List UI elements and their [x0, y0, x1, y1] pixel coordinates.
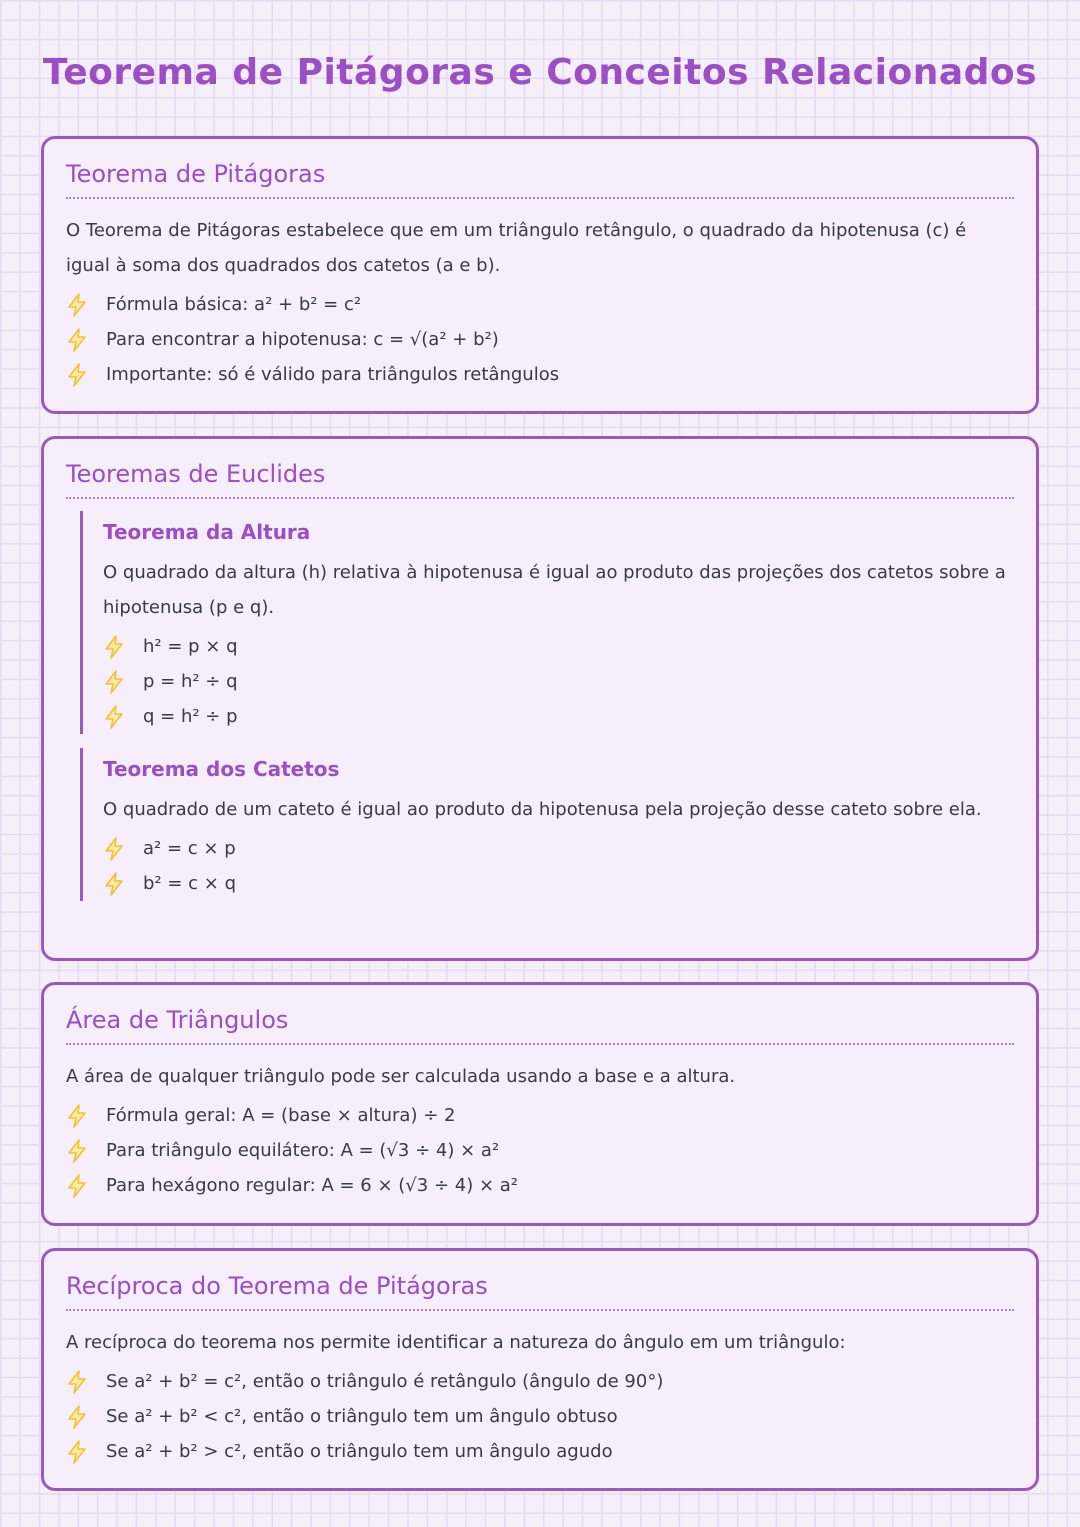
card-title: Área de Triângulos	[66, 1005, 1014, 1045]
list-item-text: a² = c × p	[143, 838, 236, 859]
bullet-list	[103, 629, 1014, 734]
subsection-text: O quadrado da altura (h) relativa à hipotenusa é igual ao produto das projeções dos catetos sobre a hipotenusa (p e q).	[103, 562, 1006, 618]
card-euclides	[41, 436, 1039, 961]
bullet-list	[66, 1364, 1014, 1469]
lightning-bolt-icon	[66, 328, 88, 352]
list-item	[103, 629, 1014, 664]
card-title: Recíproca do Teorema de Pitágoras	[66, 1271, 1014, 1311]
list-item	[66, 1098, 1014, 1133]
list-item	[66, 1133, 1014, 1168]
card-area	[41, 982, 1039, 1226]
list-item	[103, 866, 1014, 901]
list-item-text: Para encontrar a hipotenusa: c = √(a² + b²)	[106, 329, 499, 350]
lightning-bolt-icon	[103, 872, 125, 896]
lightning-bolt-icon	[66, 1174, 88, 1198]
lightning-bolt-icon	[103, 635, 125, 659]
subsection-catetos	[80, 748, 1014, 901]
list-item	[66, 1364, 1014, 1399]
lightning-bolt-icon	[66, 1440, 88, 1464]
lightning-bolt-icon	[66, 1104, 88, 1128]
list-item	[66, 287, 1014, 322]
lightning-bolt-icon	[66, 1405, 88, 1429]
list-item-text: b² = c × q	[143, 873, 237, 894]
card-reciproca	[41, 1248, 1039, 1491]
list-item-text: Fórmula geral: A = (base × altura) ÷ 2	[106, 1105, 456, 1126]
list-item-text: Para hexágono regular: A = 6 × (√3 ÷ 4) × a²	[106, 1175, 519, 1196]
list-item-text: h² = p × q	[143, 636, 238, 657]
lightning-bolt-icon	[103, 837, 125, 861]
list-item-text: Se a² + b² > c², então o triângulo tem um ângulo agudo	[106, 1441, 613, 1462]
card-title: Teorema de Pitágoras	[66, 159, 1014, 199]
card-text: O Teorema de Pitágoras estabelece que em um triângulo retângulo, o quadrado da hipotenusa (c) é igual à soma dos quadrados dos catetos (a e b).	[66, 220, 967, 276]
lightning-bolt-icon	[66, 363, 88, 387]
list-item-text: Se a² + b² = c², então o triângulo é retângulo (ângulo de 90°)	[106, 1371, 664, 1392]
list-item-text: q = h² ÷ p	[143, 706, 238, 727]
card-title: Teoremas de Euclides	[66, 459, 1014, 499]
card-pitagoras	[41, 136, 1039, 414]
list-item-text: Se a² + b² < c², então o triângulo tem um ângulo obtuso	[106, 1406, 618, 1427]
list-item-text: Para triângulo equilátero: A = (√3 ÷ 4) × a²	[106, 1140, 500, 1161]
page-title: Teorema de Pitágoras e Conceitos Relacionados	[42, 52, 1038, 93]
list-item	[103, 664, 1014, 699]
list-item	[66, 1399, 1014, 1434]
list-item	[66, 322, 1014, 357]
list-item	[66, 1168, 1014, 1203]
lightning-bolt-icon	[103, 705, 125, 729]
list-item	[66, 1434, 1014, 1469]
list-item	[103, 699, 1014, 734]
list-item	[103, 831, 1014, 866]
lightning-bolt-icon	[66, 1139, 88, 1163]
subsection-title: Teorema dos Catetos	[103, 757, 340, 781]
lightning-bolt-icon	[103, 670, 125, 694]
subsection-text: O quadrado de um cateto é igual ao produto da hipotenusa pela projeção desse cateto sobre ela.	[103, 799, 982, 820]
bullet-list	[103, 831, 1014, 901]
bullet-list	[66, 287, 1014, 392]
list-item-text: Importante: só é válido para triângulos retângulos	[106, 364, 560, 385]
subsection-altura	[80, 511, 1014, 734]
list-item-text: p = h² ÷ q	[143, 671, 238, 692]
card-text: A recíproca do teorema nos permite identificar a natureza do ângulo em um triângulo:	[66, 1332, 846, 1353]
list-item-text: Fórmula básica: a² + b² = c²	[106, 294, 362, 315]
lightning-bolt-icon	[66, 293, 88, 317]
list-item	[66, 357, 1014, 392]
lightning-bolt-icon	[66, 1370, 88, 1394]
card-text: A área de qualquer triângulo pode ser calculada usando a base e a altura.	[66, 1066, 736, 1087]
subsection-title: Teorema da Altura	[103, 520, 311, 544]
bullet-list	[66, 1098, 1014, 1203]
